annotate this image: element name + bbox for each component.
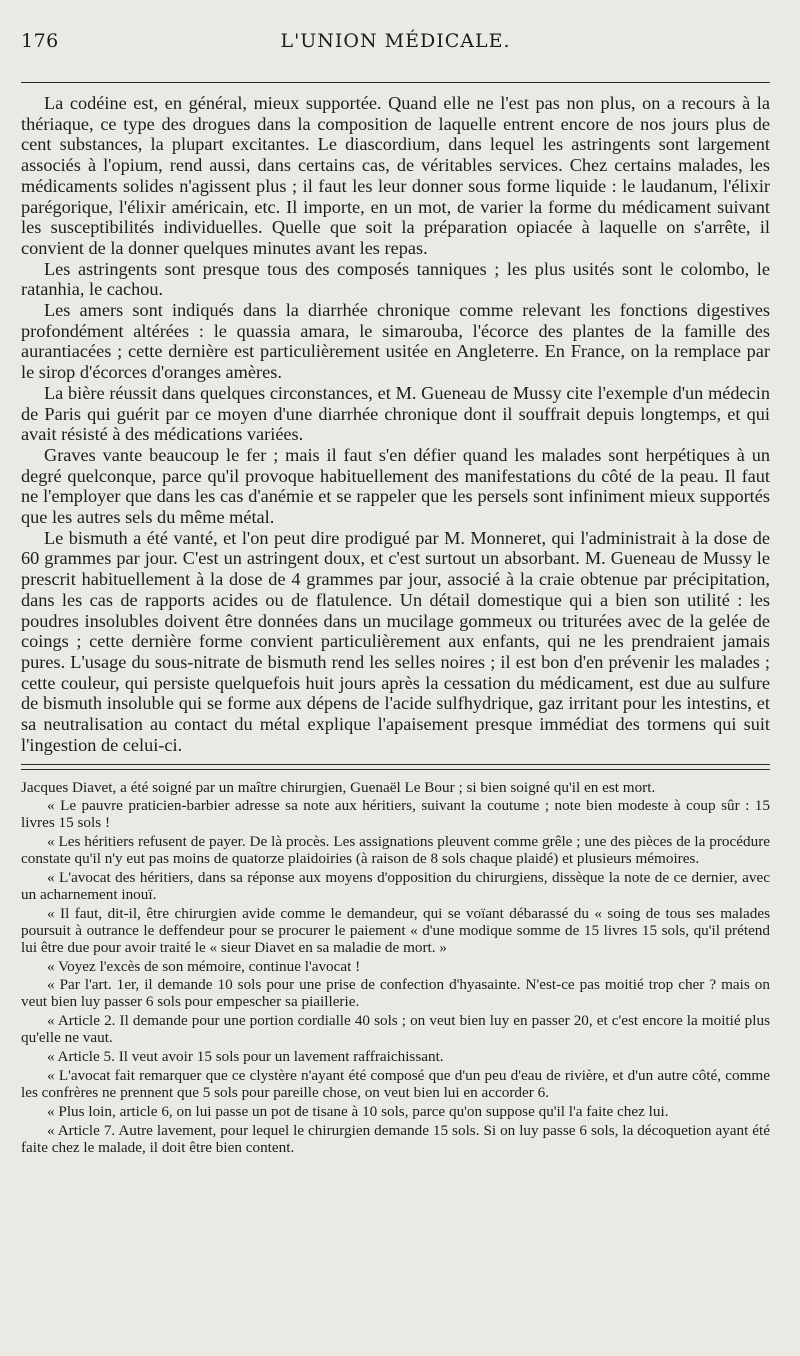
footnote-paragraph: « Article 7. Autre lavement, pour lequel le chirurgien demande 15 sols. Si on luy passe 6 sols, la décoquetion ayant été faite chez le malade, il doit être bien content. [21,1121,770,1156]
footnote-paragraph: « Plus loin, article 6, on lui passe un pot de tisane à 10 sols, parce qu'on suppose qu'il l'a faite chez lui. [47,1102,669,1120]
footnote-paragraph: « Les héritiers refusent de payer. De là procès. Les assignations pleuvent comme grêle ; une des pièces de la procédure constate qu'il n'y eut pas moins de quatorze plaidoiries (à raison de 8 sols chaque plaidé) et plusieurs mémoires. [21,833,770,868]
footnote-paragraph: « Voyez l'excès de son mémoire, continue l'avocat ! [47,957,361,975]
footnote-paragraph: « Article 5. Il veut avoir 15 sols pour un lavement raffraichissant. [47,1048,444,1066]
header-rule [21,82,770,83]
paragraph: La codéine est, en général, mieux supportée. Quand elle ne l'est pas non plus, on a recours à la thériaque, ce type des drogues dans la composition de laquelle entrent encore de nos jours plus de cent substances, la plupart excitantes. Le diascordium, dans lequel les astringents sont largement associés à l'opium, rend aussi, dans certains cas, de véritables services. Chez certains malades, les médicaments solides n'agissent plus ; il faut les leur donner sous forme liquide : le laudanum, l'élixir parégorique, l'élixir américain, etc. Il importe, en un mot, de varier la forme du médicament suivant les susceptibilités individuelles. Quelle que soit la préparation opiacée à laquelle on s'arrête, il convient de la donner quelques minutes avant les repas. [21,93,770,258]
paragraph: Le bismuth a été vanté, et l'on peut dire prodigué par M. Monneret, qui l'administrait à la dose de 60 grammes par jour. C'est un astringent doux, et c'est surtout un absorbant. M. Gueneau de Mussy le prescrit habituellement à la dose de 4 grammes par jour, associé à la craie obtenue par précipitation, dans les cas de rapports acides ou de flatulence. Un détail domestique qui a bien son utilité : les poudres insolubles doivent être données dans un mucilage gommeux ou triturées avec de la gelée de coings ; cette dernière forme convient particulièrement aux enfants, qui ne les prendraient jamais pures. L'usage du sous-nitrate de bismuth rend les selles noires ; il est bon d'en prévenir les malades ; cette couleur, qui persiste quelquefois huit jours après la cessation du médicament, est due au sulfure de bismuth insoluble qui se forme aux dépens de l'acide sulfhydrique, gaz irritant pour les intestins, et sa neutralisation au contact du métal explique l'apaisement presque immédiat des tormens qui suit l'ingestion de celui-ci. [21,527,770,755]
running-title: L'UNION MÉDICALE. [280,30,511,52]
footnote-paragraph: « Le pauvre praticien-barbier adresse sa note aux héritiers, suivant la coutume ; note bien modeste à coup sûr : 15 livres 15 sols ! [21,797,770,832]
page-number: 176 [21,30,59,52]
footnote-paragraph: « Par l'art. 1er, il demande 10 sols pour une prise de confection d'hyasainte. N'est-ce pas moitié trop cher ? mais on veut bien luy passer 6 sols pour empescher sa piaillerie. [21,976,770,1011]
paragraph: Les astringents sont presque tous des composés tanniques ; les plus usités sont le colombo, le ratanhia, le cachou. [21,258,770,300]
footnote-paragraph: « L'avocat des héritiers, dans sa réponse aux moyens d'opposition du chirurgiens, dissèque la note de ce dernier, avec un acharnement inouï. [21,869,770,903]
footnote-paragraph: « Il faut, dit-il, être chirurgien avide comme le demandeur, qui se voïant débarassé du « soing de tous ses malades poursuit à outrance le deffendeur pour se procurer le paiement « d'une modique somme de 15 livres 15 sols, qu'il prétend lui être due pour avoir traité le « sieur Diavet en sa maladie de mort. » [21,904,770,956]
main-text [21,93,770,756]
paragraph: La bière réussit dans quelques circonstances, et M. Gueneau de Mussy cite l'exemple d'un médecin de Paris qui guérit par ce moyen d'une diarrhée chronique dont il souffrait depuis longtemps, et qui avait résisté à des médications variées. [21,382,770,445]
footnote-paragraph: « L'avocat fait remarquer que ce clystère n'ayant été composé que d'un peu d'eau de rivière, et d'un autre côté, comme les confrères ne prennent que 5 sols pour pareille chose, on veut bien lui en accorder 6. [21,1067,770,1101]
paragraph: Les amers sont indiqués dans la diarrhée chronique comme relevant les fonctions digestives profondément altérées : le quassia amara, le simarouba, l'écorce des plantes de la famille des aurantiacées ; cette dernière est particulièrement usitée en Angleterre. En France, on la remplace par le sirop d'écorces d'oranges amères. [21,300,770,383]
footnote-separator [21,764,770,770]
footnotes [21,780,770,1157]
page-header [21,26,770,56]
footnote-paragraph: Jacques Diavet, a été soigné par un maître chirurgien, Guenaël Le Bour ; si bien soigné qu'il en est mort. [21,778,656,796]
footnote-paragraph: « Article 2. Il demande pour une portion cordialle 40 sols ; on veut bien luy en passer 20, et c'est encore la moitié plus qu'elle ne vaut. [21,1012,770,1047]
paragraph: Graves vante beaucoup le fer ; mais il faut s'en défier quand les malades sont herpétiques à un degré quelconque, parce qu'il provoque habituellement des manifestations du côté de la peau. Il faut ne l'employer que dans les cas d'anémie et se rappeler que les persels sont infiniment mieux supportés que les autres sels du même métal. [21,444,770,528]
